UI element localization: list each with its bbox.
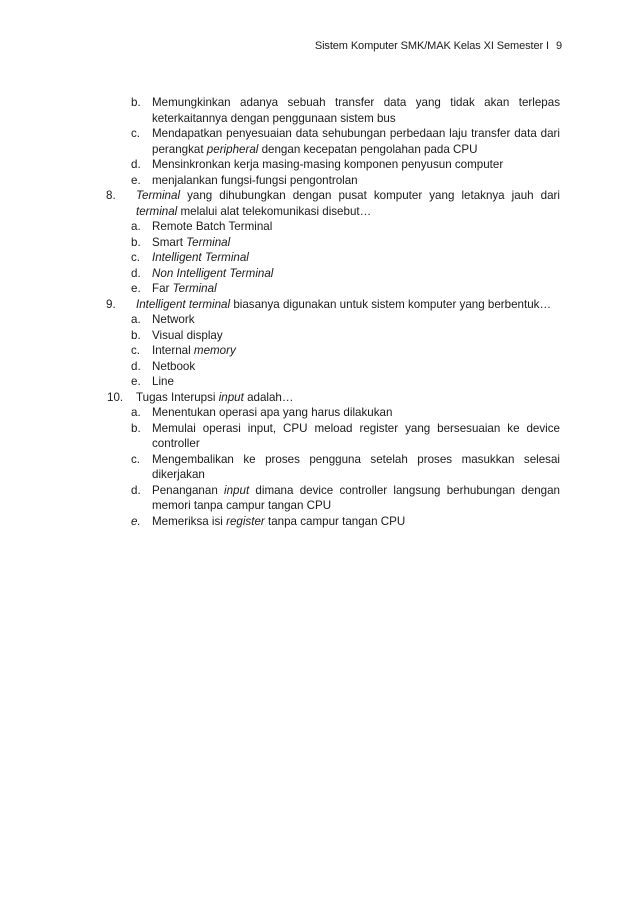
text-run: Intelligent terminal bbox=[136, 297, 231, 311]
option-text bbox=[152, 173, 560, 189]
option-text bbox=[152, 219, 560, 235]
question-text bbox=[136, 297, 560, 313]
answer-option bbox=[106, 312, 560, 328]
answer-option bbox=[106, 514, 560, 530]
option-marker: e. bbox=[131, 375, 141, 388]
text-run: peripheral bbox=[206, 142, 259, 156]
text-run: Intelligent Terminal bbox=[152, 251, 249, 264]
answer-option bbox=[106, 173, 560, 189]
option-text bbox=[152, 421, 560, 452]
question-number: 9. bbox=[106, 297, 116, 311]
question-text bbox=[136, 188, 560, 219]
text-run: Internal bbox=[152, 344, 194, 357]
answer-option bbox=[106, 405, 560, 421]
option-marker: c. bbox=[131, 127, 141, 140]
text-run: Memungkinkan adanya sebuah transfer data yang tidak akan terlepas keterkaitannya dengan penggunaan sistem bus bbox=[152, 96, 560, 125]
option-text bbox=[152, 452, 560, 483]
option-text bbox=[152, 95, 560, 126]
text-run: Remote Batch Terminal bbox=[152, 220, 273, 233]
text-run: Visual display bbox=[152, 328, 223, 342]
option-marker: b. bbox=[131, 421, 141, 435]
page-number: 9 bbox=[555, 40, 562, 52]
option-marker: a. bbox=[131, 313, 141, 326]
option-text bbox=[152, 250, 560, 266]
answer-option bbox=[106, 343, 560, 359]
text-run: Terminal bbox=[186, 235, 231, 249]
text-run: Tugas Interupsi bbox=[136, 390, 219, 404]
text-run: terminal bbox=[136, 204, 178, 218]
answer-option bbox=[106, 126, 560, 157]
option-text bbox=[152, 343, 560, 359]
text-run: Far bbox=[152, 282, 173, 295]
text-run: Penanganan bbox=[152, 483, 225, 497]
text-run: Terminal bbox=[172, 282, 217, 295]
answer-option bbox=[106, 281, 560, 297]
text-run: memory bbox=[193, 344, 236, 357]
answer-option bbox=[106, 374, 560, 390]
option-text bbox=[152, 126, 560, 157]
question-10 bbox=[106, 390, 560, 406]
text-run: Mengembalikan ke proses pengguna setelah proses masukkan selesai dikerjakan bbox=[152, 452, 560, 481]
answer-option bbox=[106, 452, 560, 483]
text-run: register bbox=[226, 514, 265, 528]
text-run: Netbook bbox=[152, 359, 196, 373]
option-text bbox=[152, 235, 560, 251]
option-marker: c. bbox=[131, 251, 141, 264]
option-text bbox=[152, 312, 560, 328]
option-marker: d. bbox=[131, 359, 141, 373]
text-run: Line bbox=[152, 375, 174, 388]
option-text bbox=[152, 328, 560, 344]
option-marker: e. bbox=[131, 514, 141, 528]
option-marker: b. bbox=[131, 235, 141, 249]
answer-option bbox=[106, 95, 560, 126]
option-text bbox=[152, 514, 560, 530]
answer-option bbox=[106, 157, 560, 173]
text-run: Network bbox=[152, 313, 195, 326]
option-text bbox=[152, 374, 560, 390]
text-run: input bbox=[224, 483, 250, 497]
text-run: Non Intelligent Terminal bbox=[152, 266, 274, 280]
text-run: dimana device controller langsung berhubungan dengan memori tanpa campur tangan CPU bbox=[152, 483, 560, 512]
option-marker: a. bbox=[131, 220, 141, 233]
answer-option bbox=[106, 359, 560, 375]
option-marker: d. bbox=[131, 483, 141, 497]
text-run: dengan kecepatan pengolahan pada CPU bbox=[258, 142, 478, 156]
option-marker: a. bbox=[131, 406, 141, 419]
option-text bbox=[152, 405, 560, 421]
text-run: biasanya digunakan untuk sistem komputer yang berbentuk… bbox=[230, 297, 552, 311]
option-marker: e. bbox=[131, 173, 141, 187]
question-8 bbox=[106, 188, 560, 219]
text-run: melalui alat telekomunikasi disebut… bbox=[177, 204, 372, 218]
option-marker: d. bbox=[131, 266, 141, 280]
option-marker: d. bbox=[131, 158, 141, 171]
answer-option bbox=[106, 421, 560, 452]
header-title: Sistem Komputer SMK/MAK Kelas XI Semester I bbox=[314, 40, 549, 52]
text-run: menjalankan fungsi-fungsi pengontrolan bbox=[152, 173, 358, 187]
text-run: Memulai operasi input, CPU meload register yang bersesuaian ke device controller bbox=[152, 421, 560, 450]
option-marker: e. bbox=[131, 282, 141, 295]
text-run: tanpa campur tangan CPU bbox=[264, 514, 406, 528]
question-number: 8. bbox=[106, 189, 116, 202]
answer-option bbox=[106, 266, 560, 282]
text-run: Terminal bbox=[136, 189, 181, 202]
option-text bbox=[152, 483, 560, 514]
question-number: 10. bbox=[107, 390, 124, 404]
option-marker: c. bbox=[131, 344, 141, 357]
answer-option bbox=[106, 235, 560, 251]
text-run: Mensinkronkan kerja masing-masing komponen penyusun computer bbox=[152, 158, 504, 171]
text-run: Mendapatkan penyesuaian data sehubungan perbedaan laju transfer data dari perangkat bbox=[152, 127, 560, 156]
text-run: Memeriksa isi bbox=[152, 514, 227, 528]
option-marker: b. bbox=[131, 328, 141, 342]
running-header bbox=[315, 39, 562, 53]
answer-option bbox=[106, 219, 560, 235]
option-text bbox=[152, 359, 560, 375]
text-run: input bbox=[218, 390, 244, 404]
option-text bbox=[152, 281, 560, 297]
text-run: Smart bbox=[152, 235, 187, 249]
answer-option bbox=[106, 328, 560, 344]
text-run: adalah… bbox=[243, 390, 294, 404]
question-9 bbox=[106, 297, 560, 313]
text-run: yang dihubungkan dengan pusat komputer yang letaknya jauh dari bbox=[180, 189, 560, 202]
answer-option bbox=[106, 483, 560, 514]
text-run: Menentukan operasi apa yang harus dilakukan bbox=[152, 406, 393, 419]
question-list bbox=[106, 95, 560, 529]
option-marker: b. bbox=[131, 96, 141, 109]
answer-option bbox=[106, 250, 560, 266]
option-text bbox=[152, 157, 560, 173]
option-text bbox=[152, 266, 560, 282]
option-marker: c. bbox=[131, 452, 141, 466]
question-text bbox=[136, 390, 560, 406]
